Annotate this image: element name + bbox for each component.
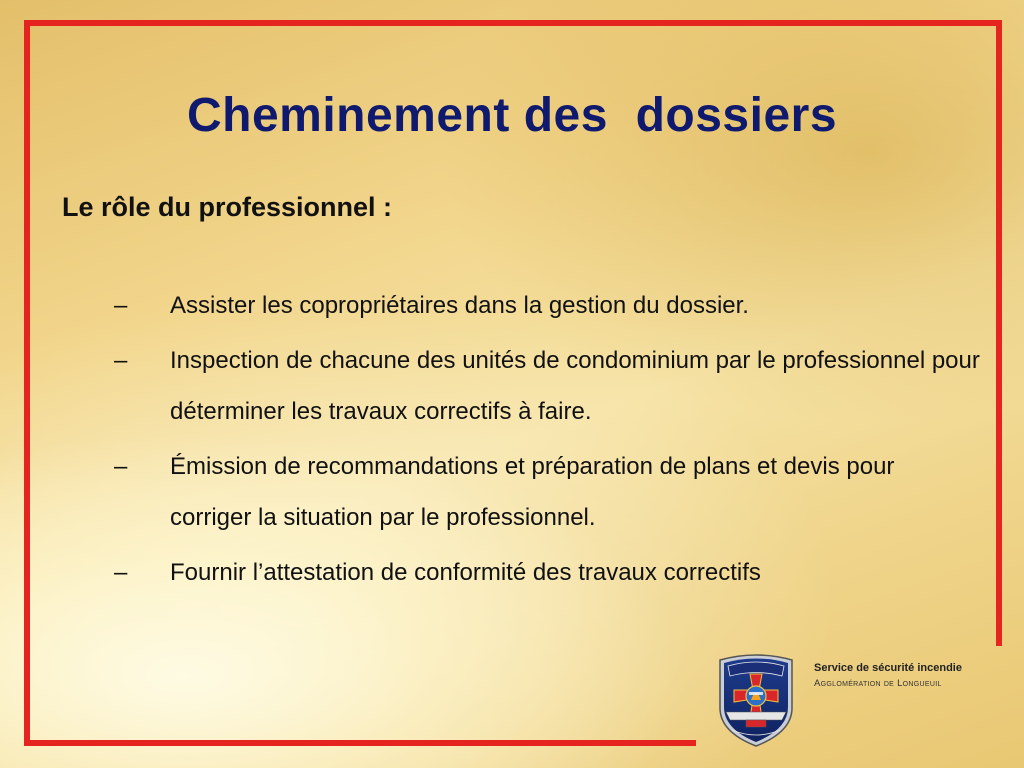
slide-title: Cheminement des dossiers xyxy=(186,89,838,142)
organization-logo xyxy=(712,650,992,750)
org-subtitle-text: Agglomération de Longueuil xyxy=(814,678,942,689)
bullet-item xyxy=(100,441,980,543)
bullet-text: Inspection de chacune des unités de condominium par le professionnel pour déterminer les travaux correctifs à faire. xyxy=(170,347,980,425)
bullet-dash: – xyxy=(114,559,128,586)
frame-bottom-border xyxy=(24,740,696,746)
bullet-dash: – xyxy=(114,453,128,480)
frame-top-border xyxy=(24,20,1002,26)
org-name: Service de sécurité incendie xyxy=(814,662,962,674)
slide-subtitle: Le rôle du professionnel : xyxy=(62,192,393,222)
bullet-list xyxy=(100,280,980,602)
bullet-text: Assister les copropriétaires dans la gestion du dossier. xyxy=(170,292,749,319)
bullet-text: Fournir l’attestation de conformité des travaux correctifs xyxy=(170,559,761,586)
bullet-text: Émission de recommandations et préparation de plans et devis pour corriger la situation par le professionnel. xyxy=(170,453,895,531)
bullet-item xyxy=(100,335,980,437)
bullet-item xyxy=(100,547,980,598)
fire-department-badge-icon xyxy=(712,650,800,748)
org-subtitle xyxy=(814,678,942,689)
bullet-dash: – xyxy=(114,347,128,374)
bullet-dash: – xyxy=(114,292,128,319)
bullet-item xyxy=(100,280,980,331)
